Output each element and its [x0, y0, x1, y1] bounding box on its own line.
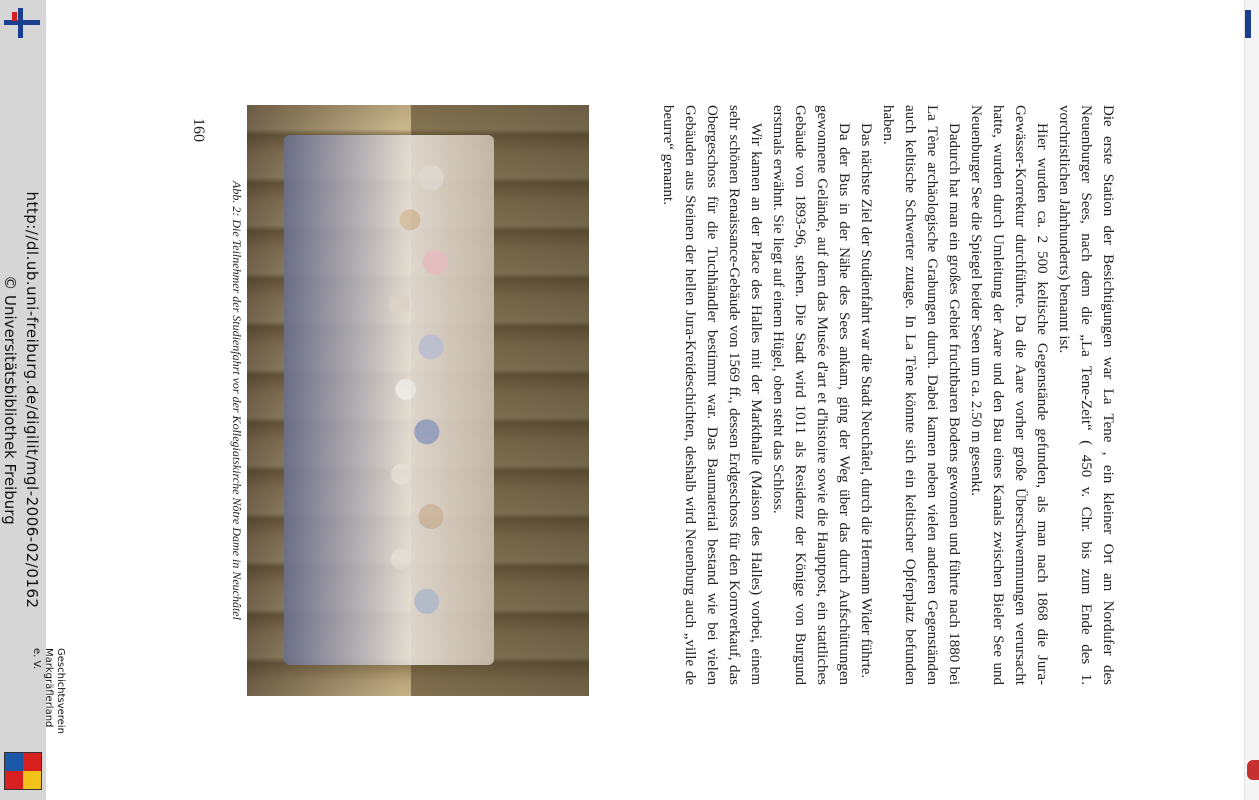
group-photo — [247, 105, 589, 696]
scan-url: http://dl.ub.uni-freiburg.de/digilit/mgl-2006-02/0162 — [23, 191, 41, 609]
paragraph: Dadurch hat man ein großes Gebiet fruchtbaren Bodens gewonnen und führte nach 1880 bei La Tène archäologische Grabungen durch. Dabei kamen neben vielen anderen Gegenständen auch keltische Schwerter zutage. In La Tène könnte sich ein keltischer Opferplatz befunden haben. — [880, 105, 962, 685]
publisher-line: Geschichtsverein — [55, 648, 66, 734]
paragraph: Hier wurden ca. 2 500 keltische Gegenstände gefunden, als man nach 1868 die Jura-Gewässer-Korrektur durchführte. Da die Aare vorher große Überschwemmungen verursacht hatte, wurden durch Umleitung der Aare und den Bau eines Kanals zwischen Bieler See und Neuenburger See die Spiegel beider Seen um ca. 2.50 m gesenkt. — [968, 105, 1050, 685]
page-number: 160 — [190, 118, 207, 142]
paragraph: Das nächste Ziel der Studienfahrt war die Stadt Neuchâtel, durch die Hermann Wider führte. — [858, 123, 874, 679]
paragraph: Wir kamen an der Place des Halles mit der Markthalle (Maison des Halles) vorbei, einem sehr schönen Renaissance-Gebäude von 1569 ff., dessen Erdgeschoss für den Kornverkauf, das Obergeschoss für die Tuchhändler bestimmt war. Das Baumaterial bestand wie bei vielen Gebäuden aus Steinen der hellen Jura-Kreideschichten, deshalb wird Neuenburg auch „ville de beurre“ genannt. — [660, 105, 764, 685]
figure-caption: Abb. 2: Die Teilnehmer der Studienfahrt vor der Kollegiatskirche Nôtre Dame in Neuchâtel — [230, 181, 244, 620]
paragraph: Da der Bus in der Nähe des Sees ankam, ging der Weg über das durch Aufschüttungen gewonnene Gelände, auf dem das Musée d'art et d'histoire sowie die Hauptpost, ein stattliches Gebäude von 1893-96, stehen. Die Stadt wird 1011 als Residenz der Könige von Burgund erstmals erwähnt. Sie liegt auf einem Hügel, oben steht das Schloss. — [770, 105, 852, 685]
publisher-line: Markgräflerland e. V. — [31, 648, 54, 728]
paragraph: Die erste Station der Besichtigungen war La Tene , ein kleiner Ort am Nordufer des Neuenburger Sees, nach dem die „La Tene-Zeit“ ( 450 v. Chr. bis zum Ende des 1. vorchristlichen Jahrhunderts) benannt ist. — [1056, 105, 1116, 685]
publisher-label — [30, 648, 66, 738]
body-text — [657, 105, 1119, 685]
scan-copyright: © Universitätsbibliothek Freiburg — [1, 275, 19, 525]
participants-group — [284, 135, 494, 665]
